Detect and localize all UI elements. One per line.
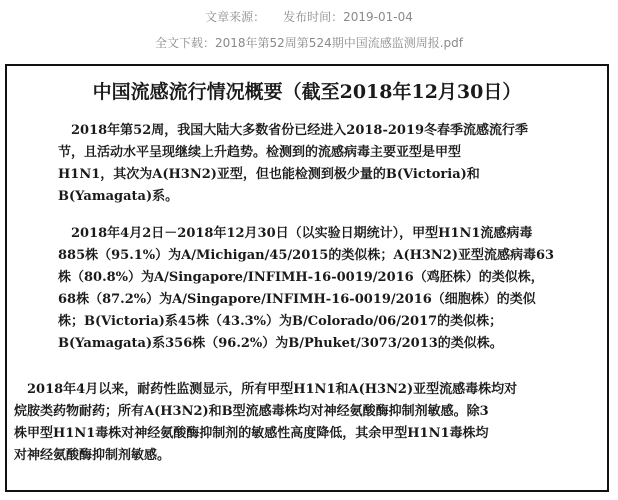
paragraph-line: 2018年4月2日－2018年12月30日（以实验日期统计），甲型H1N1流感病毒 [71, 226, 533, 241]
source-label: 文章来源： [205, 10, 266, 24]
download-file-link[interactable]: 2018年第52周第524期中国流感监测周报.pdf [215, 36, 463, 50]
paragraph-line: B(Yamagata)系。 [58, 189, 179, 204]
summary-title: 中国流感流行情况概要（截至2018年12月30日） [92, 81, 522, 103]
paragraph-line: 885株（95.1%）为A/Michigan/45/2015的类似株；A(H3N2)亚型流感病毒63 [58, 248, 555, 263]
paragraph-line: 株（80.8%）为A/Singapore/INFIMH-16-0019/2016（鸡胚株）的类似株， [58, 270, 544, 285]
paragraph-line: 株；B(Victoria)系45株（43.3%）为B/Colorado/06/2017的类似株； [58, 314, 503, 329]
paragraph-line: H1N1，其次为A(H3N2)亚型，但也能检测到极少量的B(Victoria)和 [58, 167, 480, 182]
summary-paragraph-3 [14, 379, 600, 467]
paragraph-line: 2018年4月以来，耐药性监测显示，所有甲型H1N1和A(H3N2)亚型流感毒株均对 [27, 382, 518, 397]
flu-summary-box [5, 64, 609, 492]
paragraph-line: 68株（87.2%）为A/Singapore/INFIMH-16-0019/2016（细胞株）的类似 [58, 292, 536, 307]
download-line [0, 35, 618, 51]
paragraph-line: 对神经氨酸酶抑制剂敏感。 [14, 448, 171, 463]
summary-paragraph-1 [58, 120, 598, 208]
paragraph-line: 株甲型H1N1毒株对神经氨酸酶抑制剂的敏感性高度降低，其余甲型H1N1毒株均 [14, 426, 489, 441]
publish-date: 2019-01-04 [343, 10, 413, 24]
paragraph-line: B(Yamagata)系356株（96.2%）为B/Phuket/3073/2013的类似株。 [58, 336, 503, 351]
download-label: 全文下载： [154, 36, 215, 50]
publish-label: 发布时间： [283, 10, 344, 24]
paragraph-line: 2018年第52周，我国大陆大多数省份已经进入2018-2019冬春季流感流行季 [71, 123, 529, 138]
paragraph-line: 烷胺类药物耐药；所有A(H3N2)和B型流感毒株均对神经氨酸酶抑制剂敏感。除3 [14, 404, 489, 419]
summary-paragraph-2 [58, 223, 598, 355]
paragraph-line: 节，且活动水平呈现继续上升趋势。检测到的流感病毒主要亚型是甲型 [58, 145, 462, 160]
article-meta [0, 9, 618, 25]
